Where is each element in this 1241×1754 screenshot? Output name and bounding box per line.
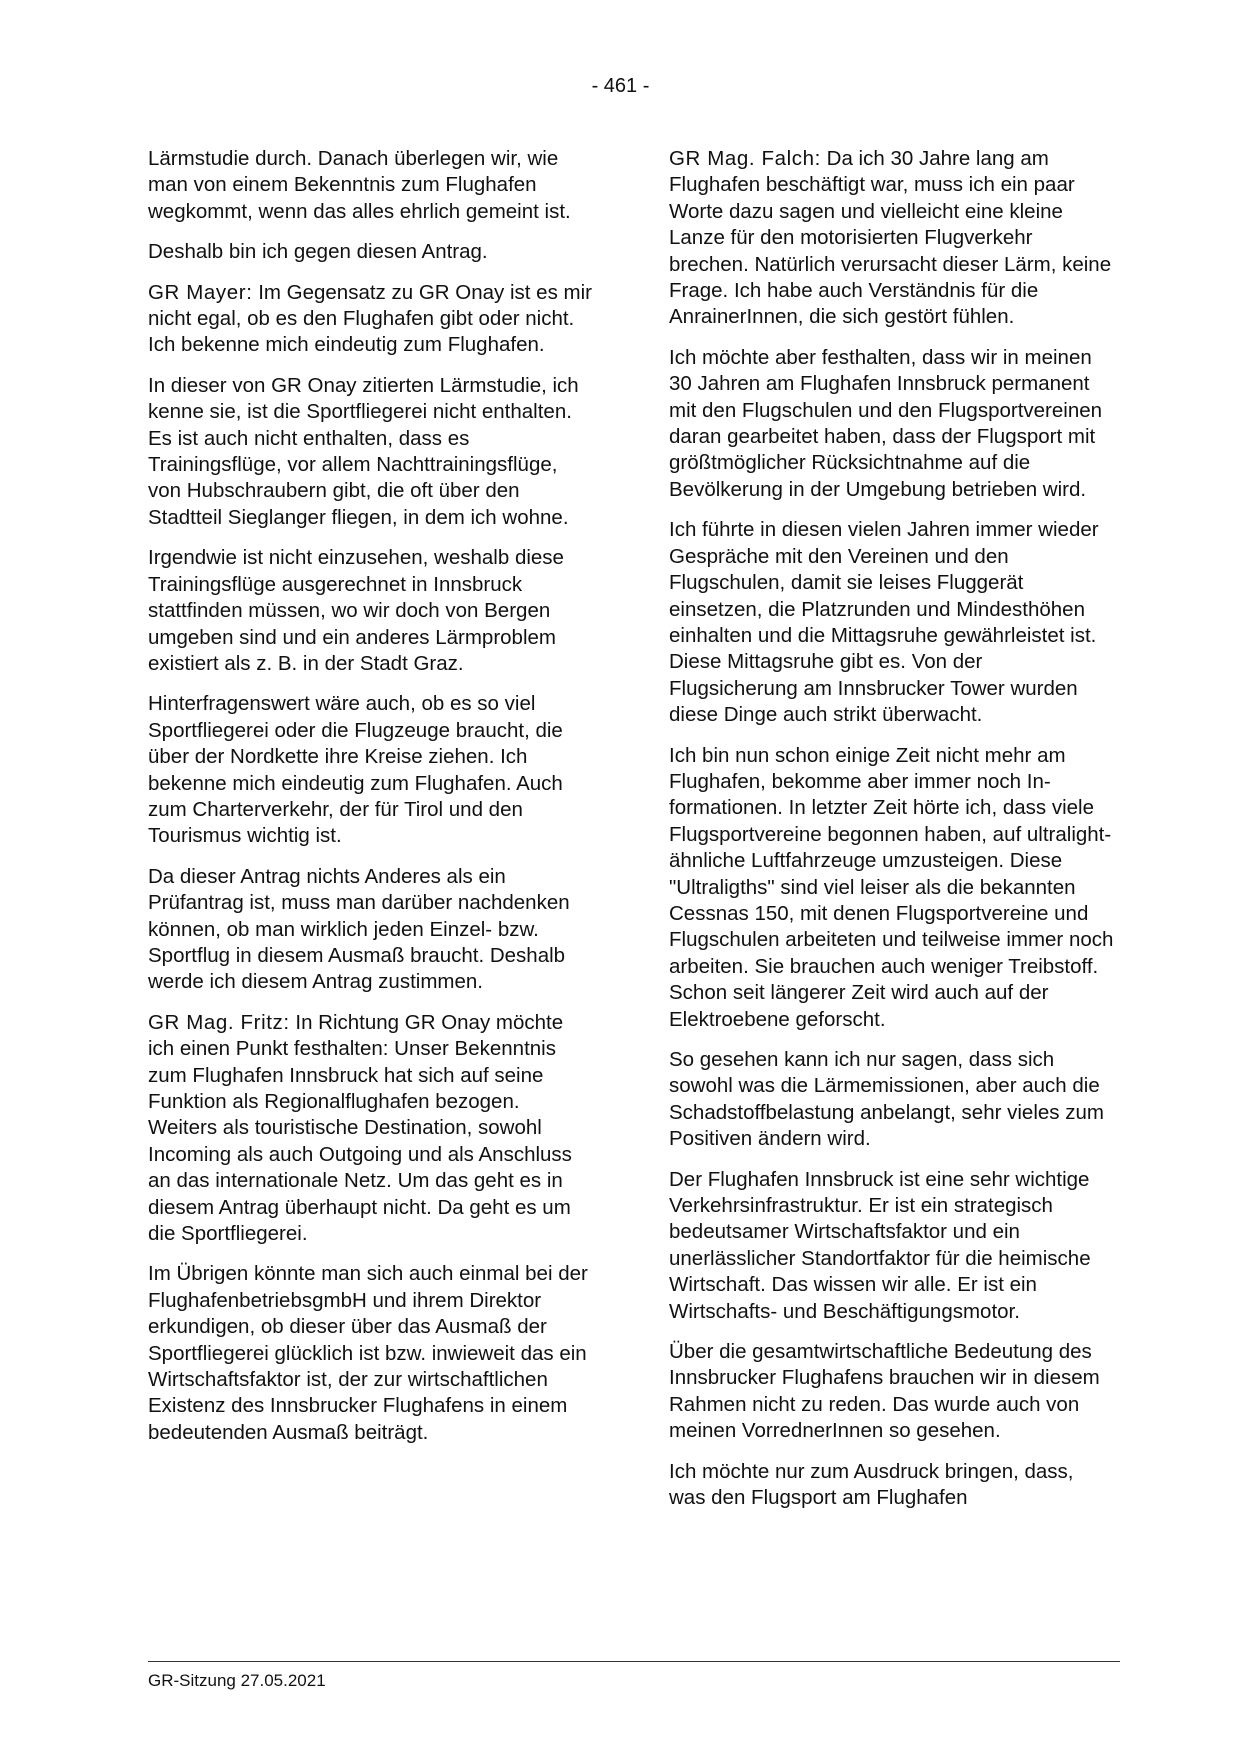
- paragraph: [148, 1010, 593, 1248]
- footer-divider: [148, 1661, 1120, 1662]
- paragraph: [148, 864, 593, 996]
- paragraph-text: Hinterfragenswert wäre auch, ob es so viel Sportfliegerei oder die Flugzeuge braucht, die über der Nordkette ihre Kreise ziehen. Ich bekenne mich eindeutig zum Flughafen. Auch zum Charterverkehr, der für Tirol und den Tourismus wichtig ist.: [148, 692, 563, 848]
- paragraph-text: Da dieser Antrag nichts Anderes als ein Prüfantrag ist, muss man darüber nachdenken können, ob man wirklich jeden Einzel- bzw. Sportflug in diesem Ausmaß braucht. Deshalb werde ich diesem Antrag zustimmen.: [148, 864, 570, 994]
- paragraph-text: Ich möchte nur zum Ausdruck bringen, dass, was den Flugsport am Flughafen: [669, 1459, 1074, 1510]
- paragraph: [669, 1167, 1114, 1325]
- paragraph-text: In Richtung GR Onay möchte ich einen Punkt festhalten: Unser Bekenntnis zum Flughafen Innsbruck hat sich auf seine Funktion als Regionalflughafen bezogen. Weiters als touristische Destination, sowohl Incoming als auch Outgoing und als Anschluss an das internationale Netz. Um das geht es in diesem Antrag überhaupt nicht. Da geht es um die Sportfliegerei.: [148, 1010, 572, 1246]
- paragraph: [148, 146, 593, 225]
- paragraph-text: In dieser von GR Onay zitierten Lärmstudie, ich kenne sie, ist die Sportfliegerei nicht enthalten. Es ist auch nicht enthalten, dass es Trainingsflüge, vor allem Nachttrainingsflüge, von Hubschraubern gibt, die oft über den Stadtteil Sieglanger fliegen, in dem ich wohne.: [148, 373, 579, 529]
- paragraph: [669, 1047, 1114, 1153]
- paragraph-text: Ich möchte aber festhalten, dass wir in meinen 30 Jahren am Flughafen Innsbruck permanent mit den Flugschulen und den Flugsportvereinen daran gearbeitet haben, dass der Flugsport mit größtmöglicher Rücksichtnahme auf die Bevölkerung in der Umgebung betrieben wird.: [669, 345, 1103, 501]
- paragraph-text: Ich bin nun schon einige Zeit nicht mehr am Flughafen, bekomme aber immer noch Informationen. In letzter Zeit hörte ich, dass viele Flugsportvereine begonnen haben, auf ultralight-ähnliche Luftfahrzeuge umzusteigen. Diese "Ultraligths" sind viel leiser als die bekannten Cessnas 150, mit denen Flugsportvereine und Flugschulen arbeiteten und teilweise immer noch arbeiten. Sie brauchen auch weniger Treibstoff. Schon seit längerer Zeit wird auch auf der Elektroebene geforscht.: [669, 743, 1114, 1031]
- speaker-name: GR Mag. Fritz:: [148, 1010, 290, 1034]
- paragraph: [669, 345, 1114, 503]
- paragraph: [148, 239, 593, 265]
- paragraph: [669, 146, 1114, 331]
- paragraph-text: Da ich 30 Jahre lang am Flughafen beschäftigt war, muss ich ein paar Worte dazu sagen und vielleicht eine kleine Lanze für den motorisierten Flugverkehr brechen. Natürlich verursacht dieser Lärm, keine Frage. Ich habe auch Verständnis für die AnrainerInnen, die sich gestört fühlen.: [669, 147, 1112, 329]
- paragraph-text: Deshalb bin ich gegen diesen Antrag.: [148, 240, 488, 264]
- paragraph: [148, 545, 593, 677]
- right-column: [669, 146, 1114, 1526]
- paragraph-text: Irgendwie ist nicht einzusehen, weshalb diese Trainingsflüge ausgerechnet in Innsbruck stattfinden müssen, wo wir doch von Bergen umgeben sind und ein anderes Lärmproblem existiert als z. B. in der Stadt Graz.: [148, 546, 564, 675]
- paragraph: [148, 280, 593, 359]
- paragraph-text: Lärmstudie durch. Danach überlegen wir, wie man von einem Bekenntnis zum Flughafen wegkommt, wenn das alles ehrlich gemeint ist.: [148, 147, 571, 223]
- paragraph: [669, 743, 1114, 1033]
- paragraph: [669, 1339, 1114, 1445]
- paragraph-text: Im Gegensatz zu GR Onay ist es mir nicht egal, ob es den Flughafen gibt oder nicht. Ich bekenne mich eindeutig zum Flughafen.: [148, 280, 592, 357]
- page-number: - 461 -: [591, 75, 650, 97]
- paragraph: [148, 373, 593, 531]
- paragraph-text: Über die gesamtwirtschaftliche Bedeutung des Innsbrucker Flughafens brauchen wir in diesem Rahmen nicht zu reden. Das wurde auch von meinen VorrednerInnen so gesehen.: [669, 1340, 1100, 1443]
- speaker-name: GR Mayer:: [148, 280, 253, 304]
- paragraph: [669, 1459, 1114, 1512]
- paragraph-text: Im Übrigen könnte man sich auch einmal bei der FlughafenbetriebsgmbH und ihrem Direktor erkundigen, ob dieser über das Ausmaß der Sportfliegerei glücklich ist bzw. inwieweit das ein Wirtschaftsfaktor ist, der zur wirtschaftlichen Existenz des Innsbrucker Flughafens in einem bedeutenden Ausmaß beiträgt.: [148, 1262, 588, 1444]
- paragraph-text: So gesehen kann ich nur sagen, dass sich sowohl was die Lärmemissionen, aber auch die Schadstoffbelastung anbelangt, sehr vieles zum Positiven ändern wird.: [669, 1048, 1104, 1151]
- paragraph-text: Der Flughafen Innsbruck ist eine sehr wichtige Verkehrsinfrastruktur. Er ist ein strategisch bedeutsamer Wirtschaftsfaktor und ein unerlässlicher Standortfaktor für die heimische Wirtschaft. Das wissen wir alle. Er ist ein Wirtschafts- und Beschäftigungsmotor.: [669, 1167, 1091, 1323]
- footer-session-date: GR-Sitzung 27.05.2021: [148, 1671, 326, 1690]
- speaker-name: GR Mag. Falch:: [669, 147, 821, 170]
- paragraph: [669, 517, 1114, 728]
- paragraph-text: Ich führte in diesen vielen Jahren immer wieder Gespräche mit den Vereinen und den Flugschulen, damit sie leises Fluggerät einsetzen, die Platzrunden und Mindesthöhen einhalten und die Mittagsruhe gewährleistet ist. Diese Mittagsruhe gibt es. Von der Flugsicherung am Innsbrucker Tower wurden diese Dinge auch strikt überwacht.: [669, 518, 1099, 727]
- left-column: [148, 146, 593, 1460]
- paragraph: [148, 691, 593, 849]
- paragraph: [148, 1261, 593, 1446]
